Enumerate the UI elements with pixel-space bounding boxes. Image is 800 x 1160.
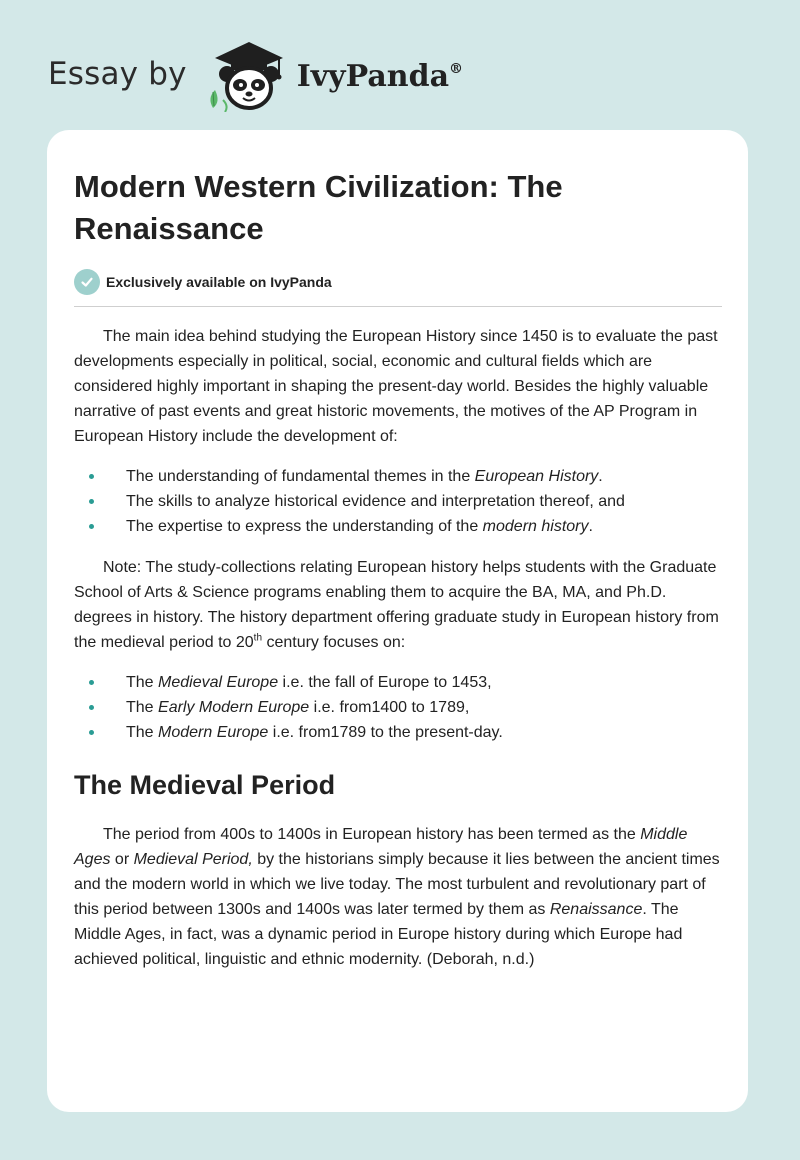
brand-name-text: IvyPanda bbox=[296, 58, 450, 94]
check-icon bbox=[74, 269, 100, 295]
note-text: Note: The study-collections relating European history helps students with the Graduate School of Arts & Science programs enabling them to acquire the BA, MA, and Ph.D. degrees in history. The history department offering graduate study in European history from the medieval period to 20 bbox=[74, 559, 719, 651]
registered-mark: ® bbox=[449, 60, 464, 77]
periods-list bbox=[74, 670, 722, 745]
medieval-text-4: . The Middle Ages, in fact, was a dynamic period in Europe history during which Europe had achieved political, linguistic and ethnic modernity. (Deborah, n.d.) bbox=[74, 901, 683, 968]
medieval-text-2: or bbox=[110, 851, 134, 868]
list-item bbox=[74, 670, 722, 695]
list-item bbox=[74, 489, 722, 514]
list-item bbox=[74, 464, 722, 489]
essay-card bbox=[47, 130, 748, 1112]
brand-header bbox=[48, 36, 463, 112]
medieval-emphasis-1: Middle Ages bbox=[74, 826, 688, 868]
list-item-emphasis: Medieval Europe bbox=[158, 674, 279, 691]
list-item-text: The skills to analyze historical evidence and interpretation thereof, and bbox=[126, 493, 625, 510]
panda-graduate-icon[interactable] bbox=[203, 36, 295, 112]
exclusive-badge-text: Exclusively available on IvyPanda bbox=[106, 274, 332, 290]
medieval-text-3: by the historians simply because it lies between the ancient times and the modern world in which we live today. The most turbulent and revolutionary part of this period between 1300s and 1400s was later termed by them as bbox=[74, 851, 720, 918]
list-item bbox=[74, 514, 722, 539]
objectives-list bbox=[74, 464, 722, 539]
list-item-emphasis: Modern Europe bbox=[158, 724, 269, 741]
note-superscript: th bbox=[253, 632, 263, 644]
list-item-text-end: . bbox=[598, 468, 603, 485]
list-item-emphasis: Early Modern Europe bbox=[158, 699, 310, 716]
list-item-text: The bbox=[126, 724, 159, 741]
medieval-text-1: The period from 400s to 1400s in European history has been termed as the bbox=[103, 826, 641, 843]
list-item-text-end: . bbox=[588, 518, 593, 535]
medieval-emphasis-3: Renaissance bbox=[549, 901, 643, 918]
section-heading: The Medieval Period bbox=[74, 770, 336, 800]
list-item-emphasis: European History bbox=[474, 468, 599, 485]
list-item-text: The expertise to express the understanding of the bbox=[126, 518, 483, 535]
brand-prefix: Essay by bbox=[48, 56, 187, 92]
list-item-text: The bbox=[126, 699, 159, 716]
intro-paragraph: The main idea behind studying the European History since 1450 is to evaluate the past developments especially in political, social, economic and cultural fields which are considered highly important in shaping the present-day world. Besides the highly valuable narrative of past events and great historic movements, the motives of the AP Program in European History include the development of: bbox=[74, 328, 718, 445]
note-paragraph bbox=[74, 555, 722, 655]
list-item-text: The bbox=[126, 674, 159, 691]
list-item-text-end: i.e. the fall of Europe to 1453, bbox=[278, 674, 492, 691]
list-item bbox=[74, 720, 722, 745]
divider bbox=[74, 306, 722, 307]
list-item-text: The understanding of fundamental themes in the bbox=[126, 468, 475, 485]
list-item-text-end: i.e. from1400 to 1789, bbox=[309, 699, 470, 716]
medieval-emphasis-2: Medieval Period, bbox=[133, 851, 253, 868]
medieval-paragraph bbox=[74, 822, 722, 972]
exclusive-badge bbox=[74, 268, 722, 296]
brand-name bbox=[297, 59, 463, 94]
list-item-text-end: i.e. from1789 to the present-day. bbox=[268, 724, 503, 741]
note-text-end: century focuses on: bbox=[262, 634, 406, 651]
list-item-emphasis: modern history bbox=[482, 518, 589, 535]
list-item bbox=[74, 695, 722, 720]
page-title: Modern Western Civilization: The Renaissance bbox=[74, 169, 563, 246]
